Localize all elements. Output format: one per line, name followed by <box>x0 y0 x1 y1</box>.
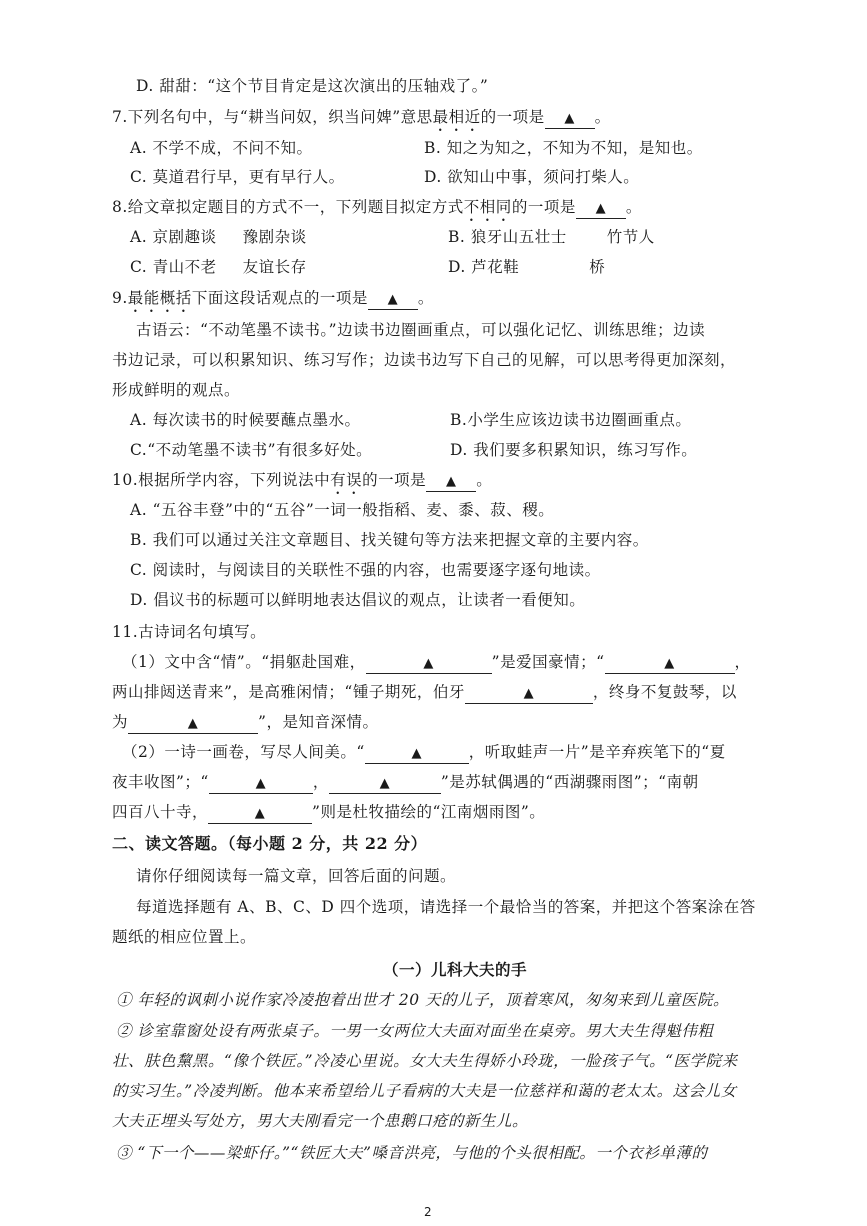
section-two-instruction: 题纸的相应位置上。 <box>112 928 257 946</box>
q8-option-d: D. 芦花鞋 桥 <box>448 258 606 276</box>
q7-option-c: C. 莫道君行早，更有早行人。 <box>130 168 345 186</box>
q7-option-a: A. 不学不成，不问不知。 <box>130 139 313 157</box>
q6-option-d: D. 甜甜：“这个节目肯定是这次演出的压轴戏了。” <box>136 77 489 95</box>
answer-triangle-icon: ▲ <box>564 111 575 126</box>
answer-triangle-icon: ▲ <box>445 474 457 489</box>
q7-option-d: D. 欲知山中事，须问打柴人。 <box>424 168 640 186</box>
answer-triangle-icon: ▲ <box>254 806 266 821</box>
q9-passage-line: 书边记录，可以积累知识、练习写作；边读书边写下自己的见解，可以思考得更加深刻， <box>112 351 737 369</box>
article-paragraph: ① 年轻的讽刺小说作家冷凌抱着出世才 20 天的儿子，顶着寒风，匆匆来到儿童医院。 <box>116 991 730 1009</box>
q8-option-a: A. 京剧趣谈 豫剧杂谈 <box>130 228 307 246</box>
page-number: 2 <box>424 1205 432 1219</box>
q9-option-d: D. 我们要多积累知识，练习写作。 <box>450 441 698 459</box>
q7-stem: 7.下列名句中，与“耕当问奴，织当问婢”意思最相近的一项是 ▲ 。 <box>112 107 611 135</box>
q10-stem: 10.根据所学内容，下列说法中有误的一项是 ▲ 。 <box>112 470 492 498</box>
q8-stem: 8.给文章拟定题目的方式不一，下列题目拟定方式不相同的一项是 ▲ 。 <box>112 197 642 225</box>
q10-option-c: C. 阅读时，与阅读目的关联性不强的内容，也需要逐字逐句地读。 <box>130 561 601 579</box>
q7-option-b: B. 知之为知之，不知为不知，是知也。 <box>424 139 703 157</box>
q9-stem: 9.最能概括下面这段话观点的一项是 ▲ 。 <box>112 288 434 316</box>
q11-part1-line1: （1）文中含“情”。“捐躯赴国难， ▲ ”是爱国豪情；“ ▲ ， <box>122 652 751 674</box>
q9-option-b: B.小学生应该边读书边圈画重点。 <box>450 411 692 429</box>
q9-option-a: A. 每次读书的时候要蘸点墨水。 <box>130 411 361 429</box>
answer-triangle-icon: ▲ <box>187 716 199 731</box>
answer-triangle-icon: ▲ <box>595 201 607 216</box>
q11-part2-line1: （2）一诗一画卷，写尽人间美。“ ▲ ，听取蛙声一片”是辛弃疾笔下的“夏 <box>122 742 726 764</box>
section-two-instruction: 请你仔细阅读每一篇文章，回答后面的问题。 <box>136 867 457 885</box>
q9-option-c: C.“不动笔墨不读书”有很多好处。 <box>130 441 373 459</box>
q9-passage-line: 古语云：“不动笔墨不读书。”边读书边圈画重点，可以强化记忆、训练思维；边读 <box>136 321 706 339</box>
answer-triangle-icon: ▲ <box>523 686 535 701</box>
answer-triangle-icon: ▲ <box>664 656 675 671</box>
answer-triangle-icon: ▲ <box>423 656 434 671</box>
q10-option-b: B. 我们可以通过关注文章题目、找关键句等方法来把握文章的主要内容。 <box>130 531 649 549</box>
article-paragraph: 的实习生。”冷凌判断。他本来希望给儿子看病的大夫是一位慈祥和蔼的老太太。这会儿女 <box>112 1082 737 1100</box>
answer-triangle-icon: ▲ <box>387 292 399 307</box>
q11-part2-line3: 四百八十寺， ▲ ”则是杜牧描绘的“江南烟雨图”。 <box>112 802 545 824</box>
q9-passage-line: 形成鲜明的观点。 <box>112 381 241 399</box>
article-title: （一）儿科大夫的手 <box>383 960 528 979</box>
q11-stem: 11.古诗词名句填写。 <box>112 623 267 641</box>
q11-part1-line3: 为 ▲ ”，是知音深情。 <box>112 712 378 734</box>
answer-triangle-icon: ▲ <box>379 776 391 791</box>
q10-option-a: A. “五谷丰登”中的“五谷”一词一般指稻、麦、黍、菽、稷。 <box>130 501 555 519</box>
section-two-heading: 二、读文答题。（每小题 2 分，共 22 分） <box>112 834 428 853</box>
q8-option-b: B. 狼牙山五壮士 竹节人 <box>448 228 655 246</box>
q11-part1-line2: 两山排闼送青来”，是高雅闲情；“锺子期死，伯牙 ▲ ，终身不复鼓琴，以 <box>112 682 737 704</box>
article-paragraph: ② 诊室靠窗处设有两张桌子。一男一女两位大夫面对面坐在桌旁。男大夫生得魁伟粗 <box>116 1022 714 1040</box>
q10-option-d: D. 倡议书的标题可以鲜明地表达倡议的观点，让读者一看便知。 <box>130 591 586 609</box>
section-two-instruction: 每道选择题有 A、B、C、D 四个选项，请选择一个最恰当的答案，并把这个答案涂在答 <box>136 898 756 916</box>
q8-option-c: C. 青山不老 友谊长存 <box>130 258 307 276</box>
answer-triangle-icon: ▲ <box>255 776 267 791</box>
article-paragraph: 壮、肤色黧黑。“像个铁匠。”冷凌心里说。女大夫生得娇小玲珑，一脸孩子气。“医学院来 <box>112 1052 738 1070</box>
q11-part2-line2: 夜丰收图”；“ ▲ ， ▲ ”是苏轼偶遇的“西湖骤雨图”；“南朝 <box>112 772 699 794</box>
article-paragraph: ③ “下一个——梁虾仔。”“铁匠大夫”嗓音洪亮，与他的个头很相配。一个衣衫单薄的 <box>116 1144 708 1162</box>
answer-triangle-icon: ▲ <box>411 746 423 761</box>
article-paragraph: 大夫正埋头写处方，男大夫刚看完一个患鹅口疮的新生儿。 <box>112 1112 529 1130</box>
